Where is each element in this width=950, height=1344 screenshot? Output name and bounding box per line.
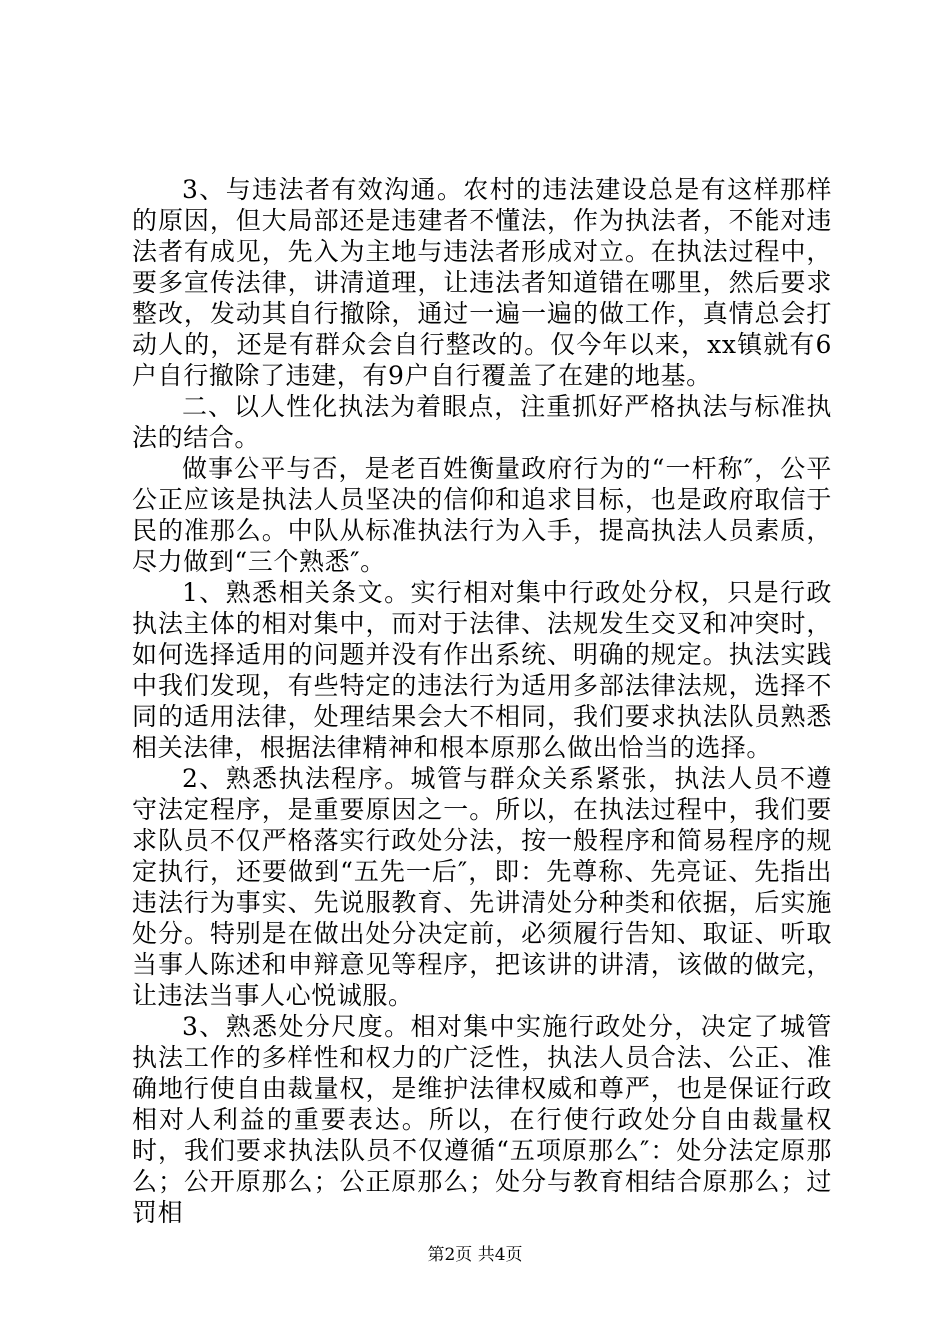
paragraph-fairness: 做事公平与否，是老百姓衡量政府行为的“一杆称″，公平公正应该是执法人员坚决的信仰和追求目标，也是政府取信于民的准那么。中队从标准执法行为入手，提高执法人员素质，尽力做到“三个熟悉″。 xyxy=(132,454,832,576)
paragraph-familiar-scale: 3、熟悉处分尺度。相对集中实施行政处分，决定了城管执法工作的多样性和权力的广泛性，执法人员合法、公正、准确地行使自由裁量权，是维护法律权威和尊严，也是保证行政相对人利益的重要表达。所以，在行使行政处分自由裁量权时，我们要求执法队员不仅遵循“五项原那么″：处分法定原那么；公开原那么；公正原那么；处分与教育相结合原那么；过罚相 xyxy=(132,1012,832,1227)
paragraph-communication: 3、与违法者有效沟通。农村的违法建设总是有这样那样的原因，但大局部还是违建者不懂法，作为执法者，不能对违法者有成见，先入为主地与违法者形成对立。在执法过程中，要多宣传法律，讲清道理，让违法者知道错在哪里，然后要求整改，发动其自行撤除，通过一遍一遍的做工作，真情总会打动人的，还是有群众会自行整改的。仅今年以来，xx镇就有6户自行撤除了违建，有9户自行覆盖了在建的地基。 xyxy=(132,175,832,390)
paragraph-section-heading: 二、以人性化执法为着眼点，注重抓好严格执法与标准执法的结合。 xyxy=(132,392,832,452)
document-body xyxy=(132,174,832,1228)
page-footer: 第2页 共4页 xyxy=(427,1245,523,1265)
paragraph-familiar-procedures: 2、熟悉执法程序。城管与群众关系紧张，执法人员不遵守法定程序，是重要原因之一。所以，在执法过程中，我们要求队员不仅严格落实行政处分法，按一般程序和简易程序的规定执行，还要做到“五先一后″，即：先尊称、先亮证、先指出违法行为事实、先说服教育、先讲清处分种类和依据，后实施处分。特别是在做出处分决定前，必须履行告知、取证、听取当事人陈述和申辩意见等程序，把该讲的讲清，该做的做完，让违法当事人心悦诚服。 xyxy=(132,764,832,1010)
paragraph-familiar-provisions: 1、熟悉相关条文。实行相对集中行政处分权，只是行政执法主体的相对集中，而对于法律、法规发生交叉和冲突时，如何选择适用的问题并没有作出系统、明确的规定。执法实践中我们发现，有些特定的违法行为适用多部法律法规，选择不同的适用法律，处理结果会大不相同，我们要求执法队员熟悉相关法律，根据法律精神和根本原那么做出恰当的选择。 xyxy=(132,578,832,762)
